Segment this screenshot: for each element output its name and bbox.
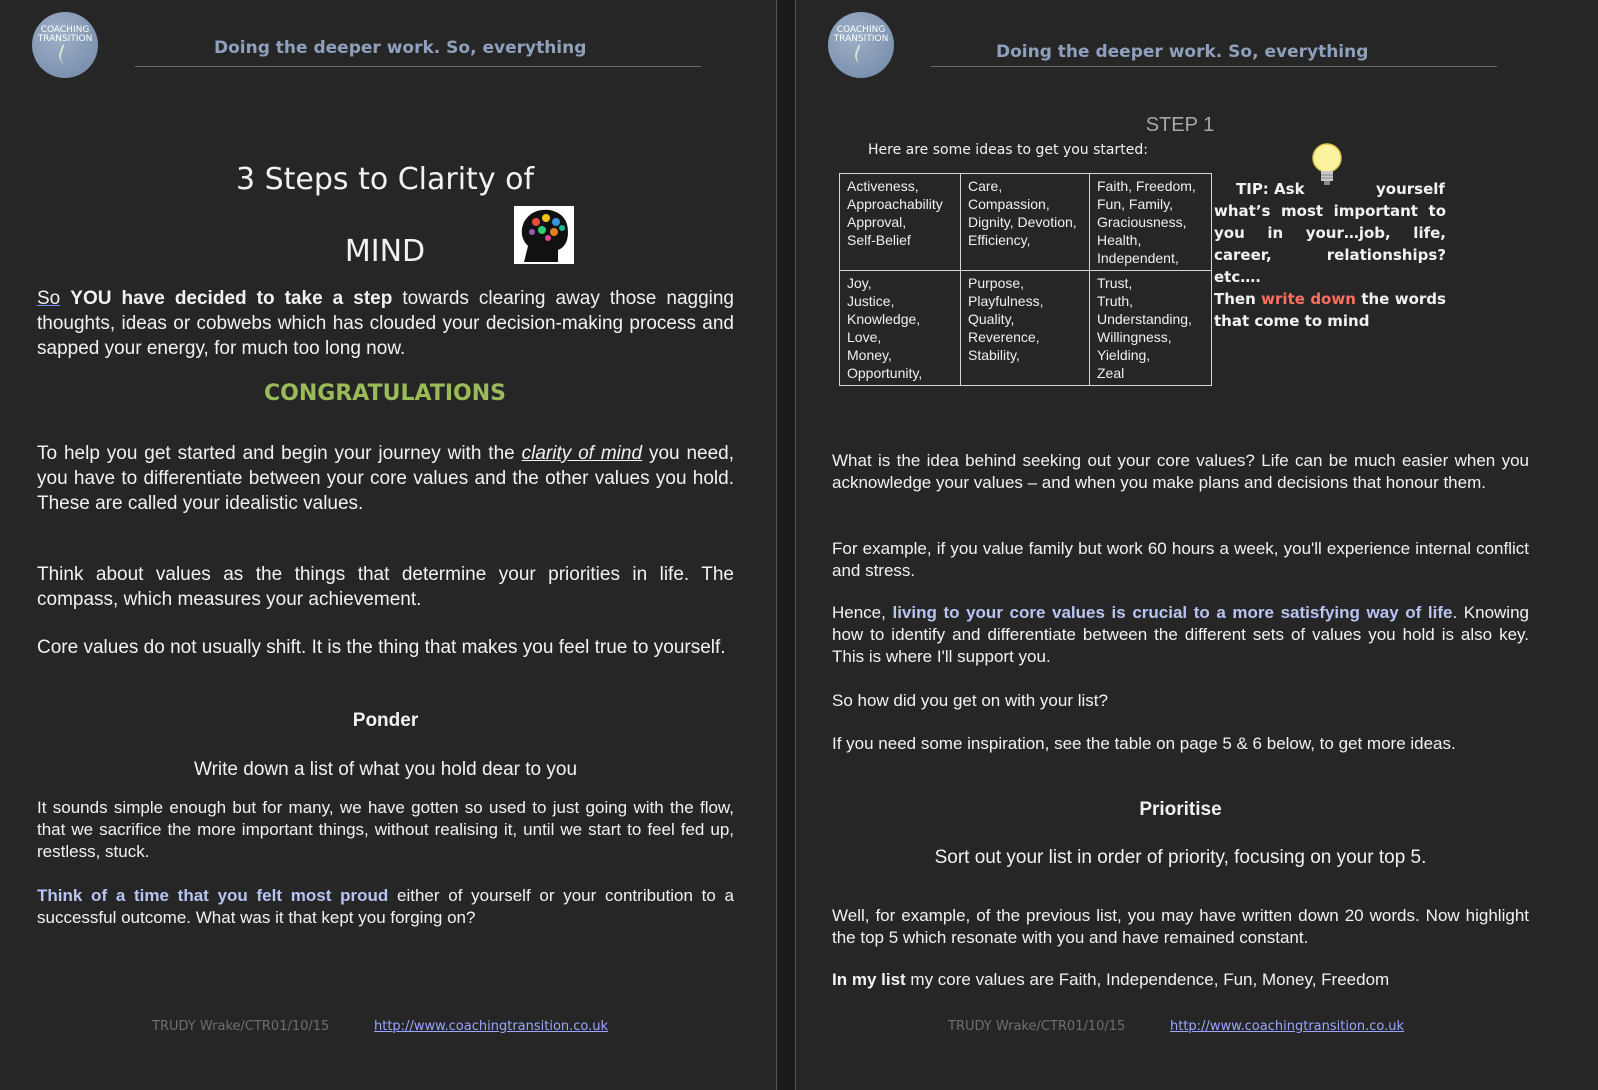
logo-text-line1: COACHING bbox=[836, 25, 886, 35]
logo-text-line2: TRANSITION bbox=[37, 34, 93, 44]
header-tagline: Doing the deeper work. So, everything bbox=[214, 38, 587, 58]
tip-question: yourself what’s most important to you in your…job, life, career, relationships? etc…. bbox=[1214, 180, 1446, 286]
idea-behind-paragraph: What is the idea behind seeking out your core values? Life can be much easier when you acknowledge your values – and when you make plans and decisions that honour them. bbox=[832, 451, 1529, 492]
table-cell: Joy, Justice, Knowledge, Love, Money, Opportunity, bbox=[840, 271, 961, 386]
values-ideas-table bbox=[839, 173, 1212, 386]
page-title-line2: MIND bbox=[344, 234, 426, 269]
clarity-paragraph bbox=[37, 441, 734, 516]
tip-label: TIP: Ask bbox=[1236, 180, 1305, 198]
prioritise-heading: Prioritise bbox=[1139, 799, 1222, 820]
intro-paragraph bbox=[37, 286, 734, 361]
prioritise-subheading: Sort out your list in order of priority, focusing on your top 5. bbox=[934, 847, 1427, 868]
table-cell: Care, Compassion, Dignity, Devotion, Efficiency, bbox=[961, 174, 1090, 271]
congratulations-heading: CONGRATULATIONS bbox=[264, 381, 506, 406]
intro-rest: towards clearing away those nagging thoughts, ideas or cobwebs which has clouded your decision-making process and sapped your energy, for much too long now. bbox=[37, 288, 734, 359]
hence-paragraph bbox=[832, 602, 1529, 668]
tip-then: Then bbox=[1214, 290, 1256, 308]
proud-highlight: Think of a time that you felt most proud bbox=[37, 886, 389, 905]
footer-document-id: TRUDY Wrake/CTR01/10/15 bbox=[152, 1019, 330, 1034]
my-list-bold: In my list bbox=[832, 970, 906, 989]
ideas-intro: Here are some ideas to get you started: bbox=[868, 142, 1148, 158]
header-rule bbox=[931, 66, 1497, 67]
tip-write-down: write down bbox=[1261, 290, 1356, 308]
clarity-text-a: To help you get started and begin your journey with the bbox=[37, 443, 515, 464]
ponder-subheading: Write down a list of what you hold dear to you bbox=[193, 759, 578, 780]
core-values-paragraph: Core values do not usually shift. It is the thing that makes you feel true to yourself. bbox=[37, 637, 726, 658]
table-cell: Trust, Truth, Understanding, Willingness, Yielding, Zeal bbox=[1090, 271, 1212, 386]
table-cell: Purpose, Playfulness, Quality, Reverence, Stability, bbox=[961, 271, 1090, 386]
table-cell: Activeness, Approachability Approval, Self-Belief bbox=[840, 174, 961, 271]
intro-bold: YOU have decided to take a step bbox=[70, 288, 393, 309]
footer-document-id: TRUDY Wrake/CTR01/10/15 bbox=[948, 1019, 1126, 1034]
proud-rest: either of yourself or your contribution to a successful outcome. What was it that kept you forging on? bbox=[37, 886, 734, 927]
logo-text-line2: TRANSITION bbox=[833, 34, 889, 44]
table-row bbox=[840, 271, 1212, 386]
my-list-rest: my core values are Faith, Independence, Fun, Money, Freedom bbox=[910, 970, 1390, 989]
logo-text-line1: COACHING bbox=[40, 25, 90, 35]
proud-paragraph bbox=[37, 885, 734, 929]
list-question: So how did you get on with your list? bbox=[832, 691, 1108, 710]
brain-head-icon bbox=[514, 206, 574, 264]
intro-so: So bbox=[37, 288, 61, 309]
leaf-icon bbox=[852, 44, 869, 65]
leaf-icon bbox=[56, 44, 73, 65]
values-compass-paragraph: Think about values as the things that determine your priorities in life. The compass, which measures your achievement. bbox=[37, 564, 734, 610]
footer-website-link[interactable]: http://www.coachingtransition.co.uk bbox=[374, 1019, 609, 1034]
clarity-text-b: you need, you have to differentiate between your core values and the other values you hold. These are called your idealistic values. bbox=[37, 443, 735, 514]
header-tagline: Doing the deeper work. So, everything bbox=[996, 42, 1369, 62]
my-list-paragraph bbox=[832, 969, 1529, 991]
ponder-heading: Ponder bbox=[352, 710, 419, 731]
step-heading: STEP 1 bbox=[1145, 114, 1215, 136]
hence-highlight: living to your core values is crucial to a more satisfying way of life bbox=[892, 603, 1453, 622]
sounds-simple-paragraph: It sounds simple enough but for many, we have gotten so used to just going with the flow, that we sacrifice the more important things, without realising it, until we start to feel fed up, restless, stuck. bbox=[37, 798, 734, 861]
hence-rest: . Knowing how to identify and differentiate between the different sets of values you hold is also key. This is where I'll support you. bbox=[832, 603, 1529, 666]
example-paragraph: For example, if you value family but work 60 hours a week, you'll experience internal conflict and stress. bbox=[832, 539, 1529, 580]
document-page-left bbox=[0, 0, 776, 1090]
tip-box bbox=[1214, 178, 1446, 332]
inspiration-paragraph: If you need some inspiration, see the table on page 5 & 6 below, to get more ideas. bbox=[832, 734, 1456, 753]
top5-paragraph: Well, for example, of the previous list, you may have written down 20 words. Now highlight the top 5 which resonate with you and have remained constant. bbox=[832, 906, 1529, 947]
table-row bbox=[840, 174, 1212, 271]
page-divider bbox=[776, 0, 796, 1090]
tip-rest: the words that come to mind bbox=[1214, 290, 1446, 330]
table-cell: Faith, Freedom, Fun, Family, Graciousness, Health, Independent, bbox=[1090, 174, 1212, 271]
footer-website-link[interactable]: http://www.coachingtransition.co.uk bbox=[1170, 1019, 1405, 1034]
page-title-line1: 3 Steps to Clarity of bbox=[235, 162, 535, 197]
header-rule bbox=[135, 66, 701, 67]
coaching-transition-logo bbox=[828, 12, 894, 78]
hence-text: Hence, bbox=[832, 603, 886, 622]
document-page-right bbox=[796, 0, 1598, 1090]
clarity-of-mind-link[interactable]: clarity of mind bbox=[521, 443, 643, 464]
coaching-transition-logo bbox=[32, 12, 98, 78]
